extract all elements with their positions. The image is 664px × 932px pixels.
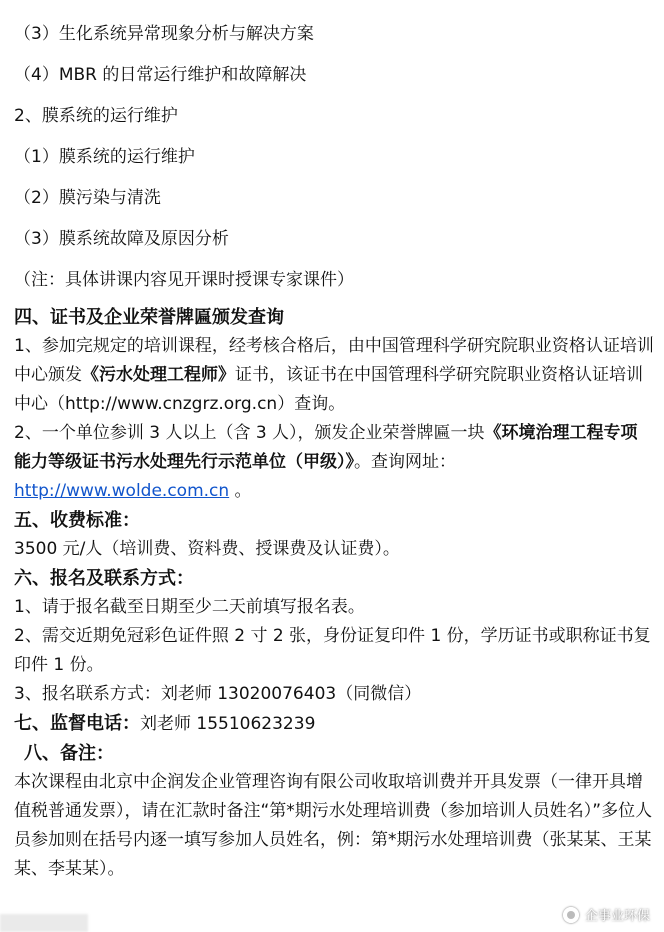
certificate-text-a: 1、参加完规定的培训课程，经考核合格后，由中国管理科学研究院职业资格认证培训中心颁发	[14, 336, 654, 385]
supervision-contact: 刘老师 15510623239	[140, 714, 316, 734]
certificate-text-c: 证书，该证书在中国管理科学研究院职业资格认证培训中心（http://www.cnzgrz.org.cn）查询。	[14, 365, 643, 414]
blurred-corner-mark	[0, 914, 88, 932]
list-item: （3）膜系统故障及原因分析	[14, 229, 229, 249]
supervision-title: 七、监督电话：	[14, 713, 140, 734]
registration-item: 3、报名联系方式：刘老师 13020076403（同微信）	[14, 684, 422, 704]
list-item: （4）MBR 的日常运行维护和故障解决	[14, 65, 307, 85]
plaque-text-a: 2、一个单位参训 3 人以上（含 3 人），颁发企业荣誉牌匾一块	[14, 423, 485, 443]
list-item: （1）膜系统的运行维护	[14, 147, 195, 167]
certificate-name: 《污水处理工程师》	[82, 365, 235, 385]
remarks-title: 八、备注：	[24, 743, 114, 764]
registration-title: 六、报名及联系方式：	[14, 568, 194, 589]
fee-title: 五、收费标准：	[14, 510, 140, 531]
operation-list	[14, 14, 654, 301]
certificate-paragraph-1	[14, 332, 654, 419]
account-watermark	[563, 905, 650, 924]
plaque-name: 《环境治理工程专项能力等级证书污水处理先行示范单位（甲级）》	[14, 423, 638, 472]
query-link-line	[14, 477, 654, 506]
watermark-text: 企事业环保	[584, 909, 650, 924]
certificate-paragraph-2	[14, 419, 654, 477]
course-note: （注：具体讲课内容见开课时授课专家课件）	[14, 270, 354, 290]
plaque-text-c: 。查询网址：	[354, 452, 456, 472]
membrane-heading: 2、膜系统的运行维护	[14, 106, 178, 126]
registration-item: 1、请于报名截至日期至少二天前填写报名表。	[14, 597, 365, 617]
wechat-icon	[563, 907, 579, 923]
query-link-suffix: 。	[229, 481, 252, 501]
fee-text: 3500 元/人（培训费、资料费、授课费及认证费）。	[14, 539, 400, 559]
certificate-title: 四、证书及企业荣誉牌匾颁发查询	[14, 307, 284, 328]
supervision-line	[14, 709, 654, 739]
list-item: （2）膜污染与清洗	[14, 188, 161, 208]
list-item: （3）生化系统异常现象分析与解决方案	[14, 24, 314, 44]
query-link[interactable]: http://www.wolde.com.cn	[14, 481, 230, 501]
registration-item: 2、需交近期免冠彩色证件照 2 寸 2 张，身份证复印件 1 份，学历证书或职称证书复印件 1 份。	[14, 626, 651, 675]
remarks-text: 本次课程由北京中企润发企业管理咨询有限公司收取培训费并开具发票（一律开具增值税普通发票），请在汇款时备注“第*期污水处理培训费（参加培训人员姓名）”多位人员参加则在括号内逐一填写参加人员姓名，例：第*期污水处理培训费（张某某、王某某、李某某）。	[14, 772, 653, 879]
